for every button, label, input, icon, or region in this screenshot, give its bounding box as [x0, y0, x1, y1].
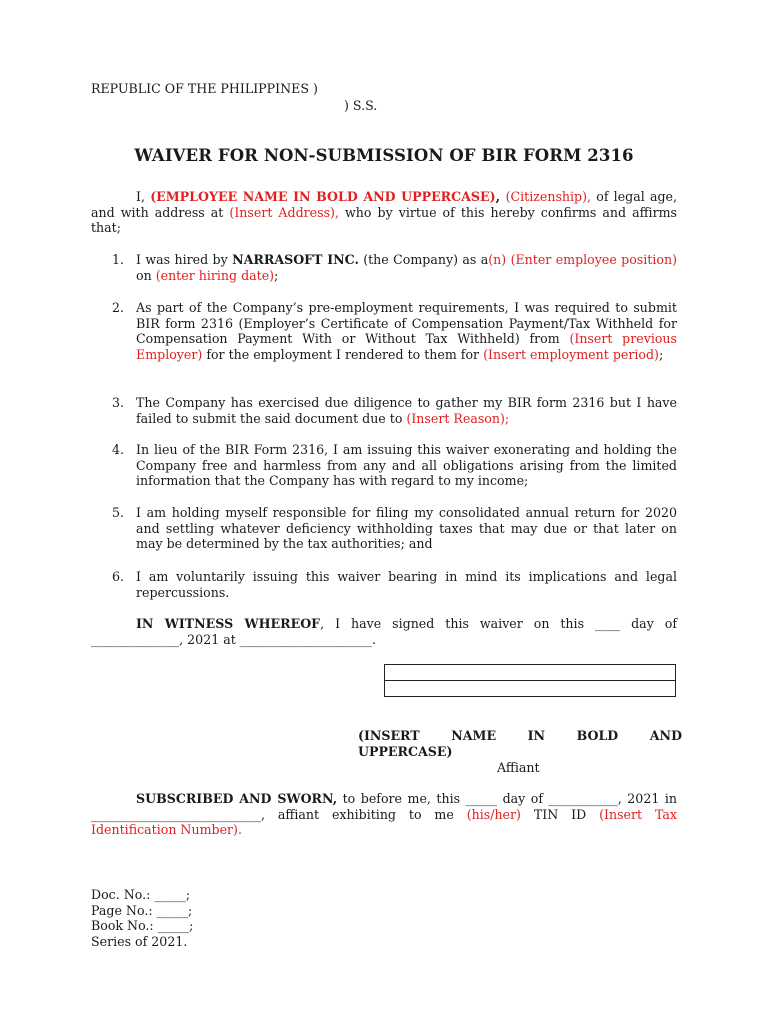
item-text: In lieu of the BIR Form 2316, I am issuing this waiver exonerating and holding the Company free and harmless from any and all obligations arising from the limited information that the Company has with regard to my income;: [136, 442, 677, 489]
document-title: WAIVER FOR NON-SUBMISSION OF BIR FORM 2316: [134, 146, 634, 165]
item-text: I am voluntarily issuing this waiver bearing in mind its implications and legal repercussions.: [136, 569, 677, 600]
address-placeholder: (Insert Address),: [229, 204, 339, 220]
item-text: on: [136, 267, 156, 283]
affiant-name-word: AND: [649, 728, 682, 743]
affiant-name-word: BOLD: [576, 728, 619, 743]
list-item-4: [112, 442, 677, 489]
item-text: (the Company) as a: [358, 252, 489, 267]
affiant-name-word: (INSERT: [358, 728, 420, 743]
venue-republic: REPUBLIC OF THE PHILIPPINES ): [91, 81, 318, 96]
page-number: Page No.: _____;: [91, 902, 193, 918]
affiant-name-word: NAME: [451, 728, 497, 743]
item-number: 4.: [112, 442, 125, 457]
hire-date-placeholder: (enter hiring date): [155, 267, 275, 283]
venue-block: [91, 80, 377, 114]
list-item-2: [112, 300, 677, 362]
intro-paragraph: [91, 189, 677, 236]
employee-name-placeholder: (EMPLOYEE NAME IN BOLD AND UPPERCASE): [150, 189, 496, 204]
item-text: I was hired by: [136, 252, 233, 267]
signature-divider: [385, 680, 675, 681]
jurat-period: .: [237, 822, 242, 838]
notarial-details: [91, 887, 193, 950]
intro-text-3: who by virtue of this hereby confirms and affirms that;: [91, 204, 678, 236]
item-number: 3.: [112, 395, 125, 410]
intro-comma: ,: [495, 189, 506, 204]
affiant-name-placeholder: [358, 728, 682, 759]
doc-number: Doc. No.: _____;: [91, 887, 191, 902]
witness-heading: IN WITNESS WHEREOF: [136, 616, 321, 631]
item-number: 2.: [112, 300, 125, 315]
book-number: Book No.: _____;: [91, 918, 194, 934]
item-text: The Company has exercised due diligence to gather my BIR form 2316 but I have failed to submit the said document due to: [136, 395, 677, 426]
jurat-text: TIN ID: [520, 806, 600, 822]
affiant-name-word: IN: [527, 728, 546, 743]
list-item-5: [112, 505, 677, 552]
item-number: 6.: [112, 569, 125, 584]
intro-text-1: I,: [136, 189, 151, 204]
position-placeholder: (n) (Enter employee position): [488, 252, 677, 267]
item-number: 1.: [112, 252, 125, 267]
item-text: I am holding myself responsible for filing my consolidated annual return for 2020 and settling whatever deficiency withholding taxes that may due or that later on may be determined by the tax authorities; and: [136, 505, 677, 552]
employment-period-placeholder: (Insert employment period): [483, 346, 659, 362]
affiant-label: Affiant: [497, 760, 540, 775]
intro-text-2: of legal age, and with address at: [91, 189, 677, 220]
series-year: Series of 2021.: [91, 934, 188, 950]
previous-employer-placeholder: (Insert previous Employer): [136, 331, 677, 362]
jurat-heading: SUBSCRIBED AND SWORN,: [136, 791, 338, 806]
affiant-name-line2: UPPERCASE): [358, 743, 453, 759]
pronoun-placeholder: (his/her): [466, 806, 521, 822]
venue-ss: ) S.S.: [344, 98, 378, 113]
company-name: NARRASOFT INC.: [232, 252, 359, 267]
jurat-text: to before me, this _____ day of ___________, 2021 in ___________________________, affiant exhibiting to me: [91, 791, 677, 822]
item-text: ;: [274, 267, 279, 283]
item-text: ;: [658, 346, 664, 362]
list-item-6: [112, 569, 677, 600]
list-item-1: [112, 252, 677, 283]
witness-paragraph: [91, 616, 677, 647]
jurat-paragraph: [91, 791, 677, 838]
citizenship-placeholder: (Citizenship),: [505, 189, 592, 204]
reason-placeholder: (Insert Reason);: [406, 410, 510, 426]
item-text: for the employment I rendered to them for: [202, 346, 484, 362]
tin-placeholder: (Insert Tax Identification Number): [91, 806, 677, 838]
witness-text: , I have signed this waiver on this ____ day of ______________, 2021 at _____________________.: [91, 616, 678, 647]
signature-box: [384, 664, 676, 697]
list-item-3: [112, 395, 677, 426]
item-text: As part of the Company’s pre-employment requirements, I was required to submit BIR form 2316 (Employer’s Certificate of Compensation Payment/Tax Withheld for Compensation Payment With or Without Tax Withheld) from: [136, 300, 677, 347]
item-number: 5.: [112, 505, 125, 520]
